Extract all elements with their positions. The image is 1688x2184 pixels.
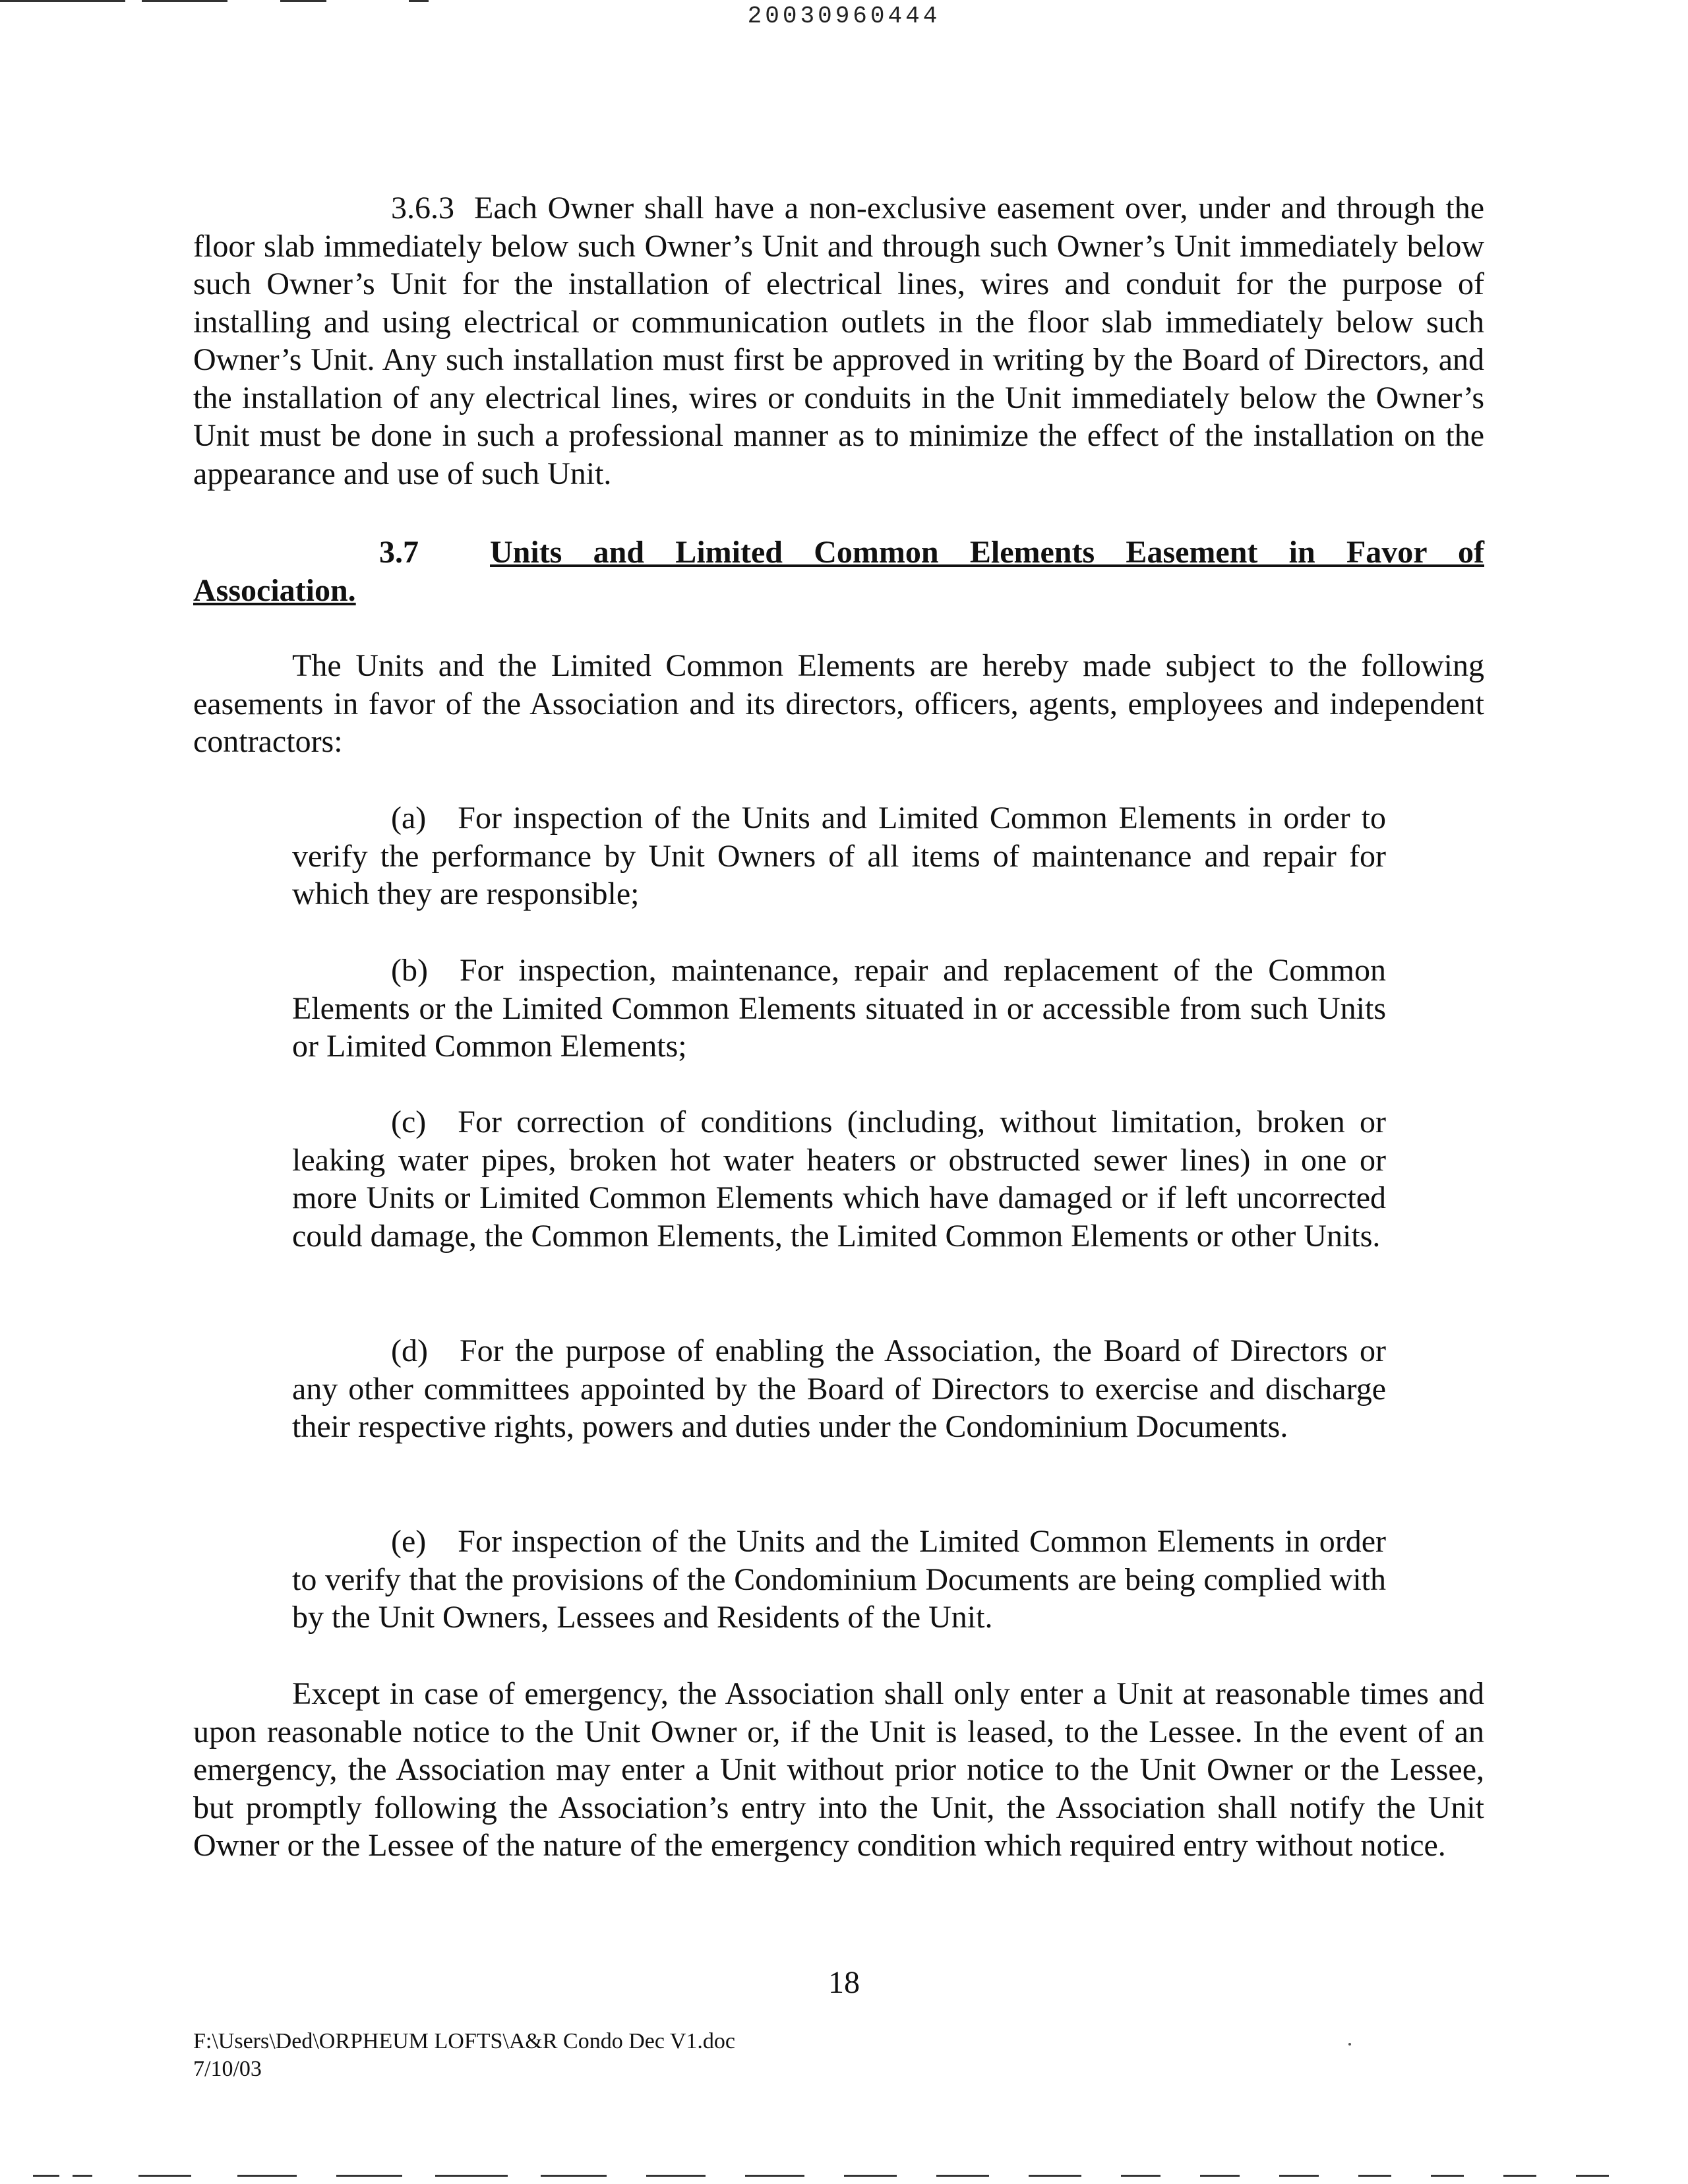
scan-edge-line	[409, 0, 429, 2]
document-number: 20030960444	[747, 3, 941, 30]
item-text: For correction of conditions (including, without limitation, broken or leaking water pipes, broken hot water heaters or obstructed sewer lines) in one or more Units or Limited Common Elements which have damaged or if left uncorrected could damage, the Common Elements, the Limited Common Elements or other Units.	[292, 1105, 1386, 1254]
scan-edge-line	[844, 2175, 897, 2177]
scan-edge-line	[541, 2175, 607, 2177]
section-title-continued: Association.	[193, 573, 356, 608]
list-item-c	[292, 1103, 1386, 1255]
scan-edge-line	[33, 2175, 59, 2177]
item-text: For inspection of the Units and the Limited Common Elements in order to verify that the provisions of the Condominium Documents are being complied with by the Unit Owners, Lessees and Residents of the Unit.	[292, 1524, 1386, 1635]
section-title: Units and Limited Common Elements Easement in Favor of	[490, 535, 1484, 570]
list-item-d	[292, 1332, 1386, 1446]
scan-edge-line	[1029, 2175, 1081, 2177]
page-number: 18	[828, 1965, 860, 2000]
scan-edge-line	[1200, 2175, 1240, 2177]
item-label: (e)	[391, 1524, 427, 1559]
item-label: (c)	[391, 1105, 427, 1139]
list-item-e	[292, 1523, 1386, 1637]
paragraph-text: Each Owner shall have a non-exclusive easement over, under and through the floor slab immediately below such Owner’s Unit and through such Owner’s Unit immediately below such Owner’s Unit for the installation of electrical lines, wires and conduit for the purpose of installing and using electrical or communication outlets in the floor slab immediately below such Owner’s Unit. Any such installation must first be approved in writing by the Board of Directors, and the installation of any electrical lines, wires or conduits in the Unit immediately below the Owner’s Unit must be done in such a professional manner as to minimize the effect of the installation on the appearance and use of such Unit.	[193, 191, 1484, 491]
scan-edge-line	[280, 0, 326, 2]
scan-edge-line	[138, 2175, 191, 2177]
scan-edge-line	[1576, 2175, 1609, 2177]
scan-edge-line	[936, 2175, 989, 2177]
item-label: (b)	[391, 953, 428, 988]
scan-edge-line	[1121, 2175, 1160, 2177]
scan-edge-line	[336, 2175, 402, 2177]
paragraph-3-6-3	[193, 189, 1484, 493]
section-number: 3.7	[379, 535, 419, 570]
footer-path: F:\Users\Ded\ORPHEUM LOFTS\A&R Condo Dec V1.doc	[193, 2029, 735, 2053]
scan-edge-line	[237, 2175, 297, 2177]
scan-edge-line	[0, 0, 125, 2]
closing-paragraph: Except in case of emergency, the Association shall only enter a Unit at reasonable times and upon reasonable notice to the Unit Owner or, if the Unit is leased, to the Lessee. In the event of an emergency, the Association may enter a Unit without prior notice to the Unit Owner or the Lessee, but promptly following the Association’s entry into the Unit, the Association shall notify the Unit Owner or the Lessee of the nature of the emergency condition which required entry without notice.	[193, 1676, 1484, 1863]
section-number: 3.6.3	[391, 191, 454, 226]
scan-edge-line	[1431, 2175, 1464, 2177]
item-text: For the purpose of enabling the Association, the Board of Directors or any other committees appointed by the Board of Directors to exercise and discharge their respective rights, powers and duties under the Condominium Documents.	[292, 1333, 1386, 1444]
scan-edge-line	[646, 2175, 706, 2177]
footer-date: 7/10/03	[193, 2057, 262, 2081]
intro-paragraph: The Units and the Limited Common Elements are hereby made subject to the following easements in favor of the Association and its directors, officers, agents, employees and independent contractors:	[193, 648, 1484, 759]
scan-edge-line	[73, 2175, 92, 2177]
scan-edge-line	[1503, 2175, 1536, 2177]
scan-edge-line	[142, 0, 227, 2]
scan-edge-line	[1358, 2175, 1391, 2177]
item-label: (a)	[391, 801, 427, 835]
item-text: For inspection of the Units and Limited Common Elements in order to verify the performance by Unit Owners of all items of maintenance and repair for which they are responsible;	[292, 801, 1386, 911]
scan-edge-line	[435, 2175, 508, 2177]
item-label: (d)	[391, 1333, 428, 1368]
scan-edge-line	[745, 2175, 804, 2177]
list-item-b	[292, 952, 1386, 1066]
scan-edge-line	[1279, 2175, 1319, 2177]
list-item-a	[292, 799, 1386, 913]
scan-speck	[1348, 2043, 1351, 2046]
item-text: For inspection, maintenance, repair and replacement of the Common Elements or the Limited Common Elements situated in or accessible from such Units or Limited Common Elements;	[292, 953, 1386, 1064]
